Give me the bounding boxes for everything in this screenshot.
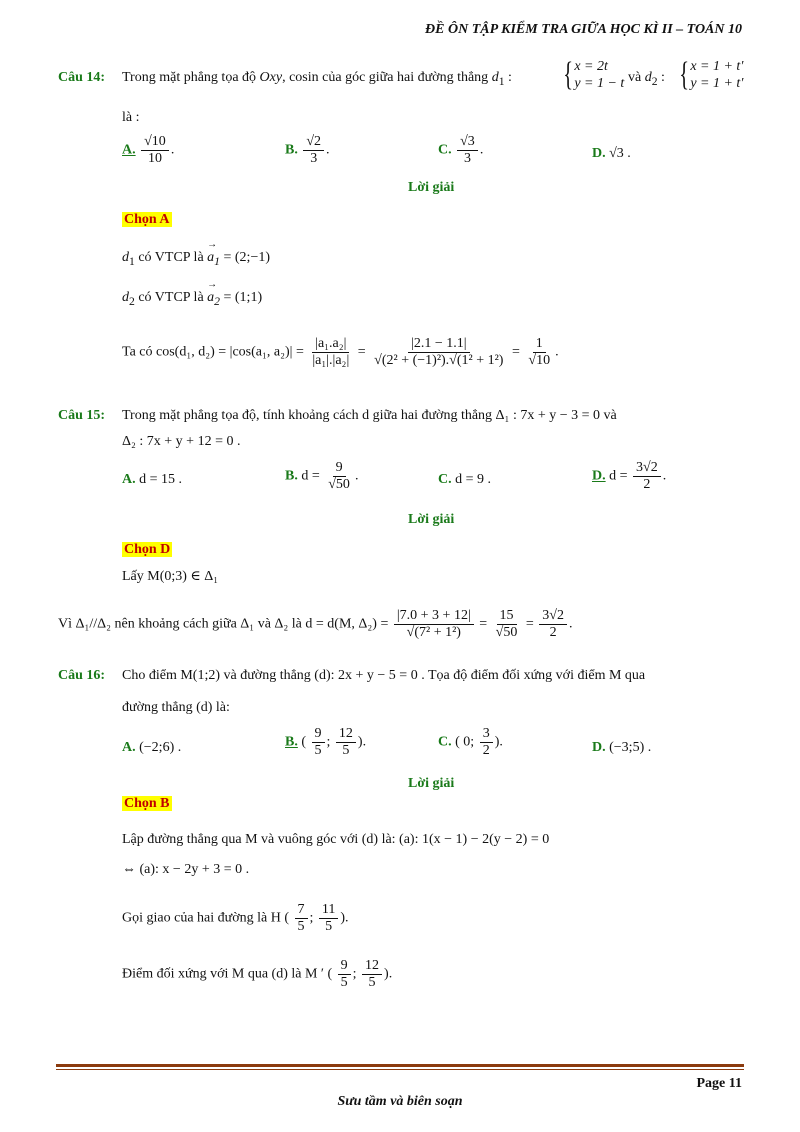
q15-option-c[interactable]: C. d = 9 . [438, 472, 492, 487]
q15-sol-line2: Vì Δ₁//Δ₂ nên khoảng cách giữa Δ₁ và Δ₂ là d = d(M, Δ₂) = $\frac{|7.0 + 3 + 12|}{\text{√(7² + 1²)}}$ = $\frac{15}{√50}$ = $\frac{3√2}{2}$ . [58, 608, 573, 640]
footer-source: Sưu tầm và biên soạn [337, 1094, 463, 1109]
q14-solution-title: Lời giải [408, 180, 455, 195]
q16-chosen: Chọn B [124, 796, 170, 811]
q14-sol-line3: Ta có cos(d₁, d₂) = |cos(a₁, a₂)| = $\frac{\text{|a₁.a₂|}}{\text{|a₁|.|a₂|}}$ = $\frac{|2.1 - 1.1|}{\text{√(2² + (−1)²).√(1² + 1²)}}$ = $\frac{1}{√10}$ . [122, 336, 559, 368]
footer-rule-thin [56, 1069, 744, 1070]
q15-option-b[interactable]: B. d = $\frac{9}{√50}$ . [285, 460, 359, 492]
q16-option-c[interactable]: C. ( 0; $\frac{3}{2}$ ). [438, 726, 503, 758]
q14-chosen: Chọn A [124, 212, 170, 227]
q14-option-a[interactable]: A. $\frac{√10}{10}$ . [122, 134, 175, 166]
q15-option-d[interactable]: D. d = $\frac{3√2}{2}$ . [592, 460, 667, 492]
header-title: ĐỀ ÔN TẬP KIỂM TRA GIỮA HỌC KÌ II – TOÁN 10 [425, 22, 742, 37]
q16-option-d[interactable]: D. (−3;5) . [592, 740, 652, 755]
q15-stem-line2: Δ₂ : 7x + y + 12 = 0 . [122, 434, 241, 449]
q16-label: Câu 16: [58, 668, 106, 683]
footer-rule [56, 1064, 744, 1067]
q16-sol-line3: Gọi giao của hai đường là H ( $\frac{7}{5}$ ; $\frac{11}{5}$ ). [122, 902, 349, 934]
q15-solution-title: Lời giải [408, 512, 455, 527]
q14-option-c[interactable]: C. $\frac{√3}{3}$ . [438, 134, 484, 166]
q16-stem-line2: đường thẳng (d) là: [122, 700, 230, 715]
q16-sol-line4: Điểm đối xứng với M qua (d) là M ′ ( $\frac{9}{5}$ ; $\frac{12}{5}$ ). [122, 958, 393, 990]
q16-stem: Cho điểm M(1;2) và đường thẳng (d): 2x + y − 5 = 0 . Tọa độ điểm đối xứng với điểm M qua [122, 668, 646, 683]
q15-option-a[interactable]: A. d = 15 . [122, 472, 183, 487]
q14-label: Câu 14: [58, 70, 106, 85]
q14-and: và $d_2$ : [628, 70, 665, 88]
q15-chosen: Chọn D [124, 542, 171, 557]
page-number: Page 11 [696, 1076, 742, 1091]
q15-sol-line1: Lấy M(0;3) ∈ Δ₁ [122, 569, 219, 584]
q14-sol-line1: $d_1$ có VTCP là → $a_1$ = (2;−1) [122, 250, 270, 268]
q16-solution-title: Lời giải [408, 776, 455, 791]
q14-option-d[interactable]: D. √3 . [592, 146, 631, 161]
q15-label: Câu 15: [58, 408, 106, 423]
q16-sol-line1: Lập đường thẳng qua M và vuông góc với (d) là: (a): 1(x − 1) − 2(y − 2) = 0 [122, 832, 550, 847]
q16-sol-line2: ⇔ (a): x − 2y + 3 = 0 . [122, 862, 250, 877]
q14-d2-system: { x = 1 + t′ y = 1 + t′ [679, 56, 744, 93]
q14-stem: Trong mặt phẳng tọa độ Oxy, cosin của góc giữa hai đường thẳng $d_1$ : [122, 70, 512, 88]
q14-stem-end: là : [122, 110, 140, 125]
q14-option-b[interactable]: B. $\frac{√2}{3}$ . [285, 134, 330, 166]
q14-sol-line2: $d_2$ có VTCP là → $a_2$ = (1;1) [122, 290, 262, 308]
q15-stem: Trong mặt phẳng tọa độ, tính khoảng cách d giữa hai đường thẳng Δ₁ : 7x + y − 3 = 0 và [122, 408, 617, 423]
q16-option-b[interactable]: B. ( $\frac{9}{5}$ ; $\frac{12}{5}$ ). [285, 726, 367, 758]
q14-d1-system: { x = 2t y = 1 − t [563, 56, 625, 93]
q16-option-a[interactable]: A. (−2;6) . [122, 740, 182, 755]
